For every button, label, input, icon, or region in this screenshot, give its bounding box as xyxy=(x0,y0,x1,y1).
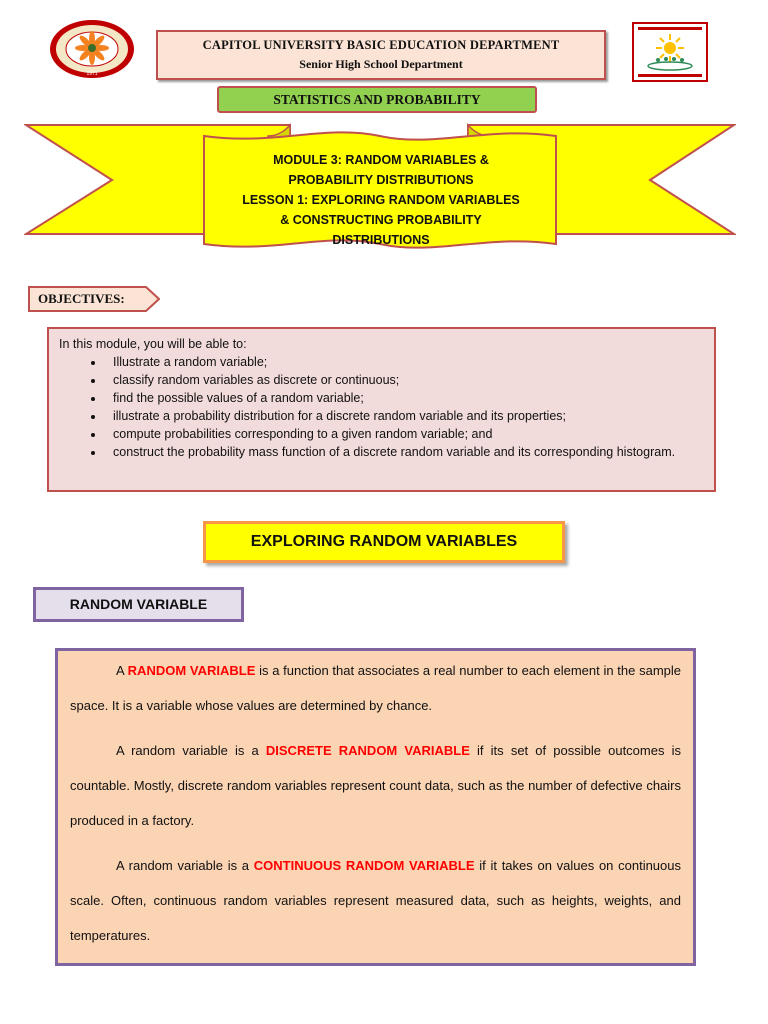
subject-title: STATISTICS AND PROBABILITY xyxy=(217,86,537,113)
objectives-list xyxy=(59,353,704,461)
definition-random-variable: A RANDOM VARIABLE is a function that associates a real number to each element in the sample space. It is a variable whose values are determined by chance. xyxy=(70,663,681,713)
objectives-intro: In this module, you will be able to: xyxy=(59,337,247,351)
random-variable-heading: RANDOM VARIABLE xyxy=(33,587,244,622)
objective-item: • illustrate a probability distribution for a discrete random variable and its properties; xyxy=(105,407,704,425)
term-random-variable: RANDOM VARIABLE xyxy=(127,663,256,678)
objective-item: • compute probabilities corresponding to a given random variable; and xyxy=(105,425,704,443)
term-continuous-random-variable: CONTINUOUS RANDOM VARIABLE xyxy=(253,858,475,873)
svg-text:1971: 1971 xyxy=(86,71,98,77)
definition-continuous-random-variable: A random variable is a CONTINUOUS RANDOM VARIABLE if it takes on values on continuous scale. Often, continuous random variables represent measured data, such as heights, weights, and temperatures. xyxy=(70,858,681,943)
term-discrete-random-variable: DISCRETE RANDOM VARIABLE xyxy=(265,743,470,758)
objective-item: • classify random variables as discrete or continuous; xyxy=(105,371,704,389)
objective-item: • Illustrate a random variable; xyxy=(105,353,704,371)
school-header xyxy=(156,30,606,80)
objective-item: • find the possible values of a random variable; xyxy=(105,389,704,407)
university-name: CAPITOL UNIVERSITY BASIC EDUCATION DEPARTMENT xyxy=(202,38,560,52)
definition-discrete-random-variable: A random variable is a DISCRETE RANDOM VARIABLE if its set of possible outcomes is countable. Mostly, discrete random variables represent count data, such as the number of defective chairs produced in a factory. xyxy=(70,743,682,828)
lesson-title: MODULE 3: RANDOM VARIABLES & PROBABILITY DISTRIBUTIONS LESSON 1: EXPLORING RANDOM VARIABLES & CONSTRUCTING PROBABILITY DISTRIBUTIONS xyxy=(242,153,520,247)
department-name: Senior High School Department xyxy=(299,57,463,71)
objectives-box xyxy=(47,327,716,492)
definitions-box xyxy=(55,648,696,966)
capitol-university-seal-icon xyxy=(48,18,136,80)
basic-education-logo-icon xyxy=(632,22,708,82)
objective-item: • construct the probability mass function of a discrete random variable and its corresponding histogram. xyxy=(105,443,704,461)
section-title: EXPLORING RANDOM VARIABLES xyxy=(203,521,565,563)
objectives-label: OBJECTIVES: xyxy=(38,291,125,306)
